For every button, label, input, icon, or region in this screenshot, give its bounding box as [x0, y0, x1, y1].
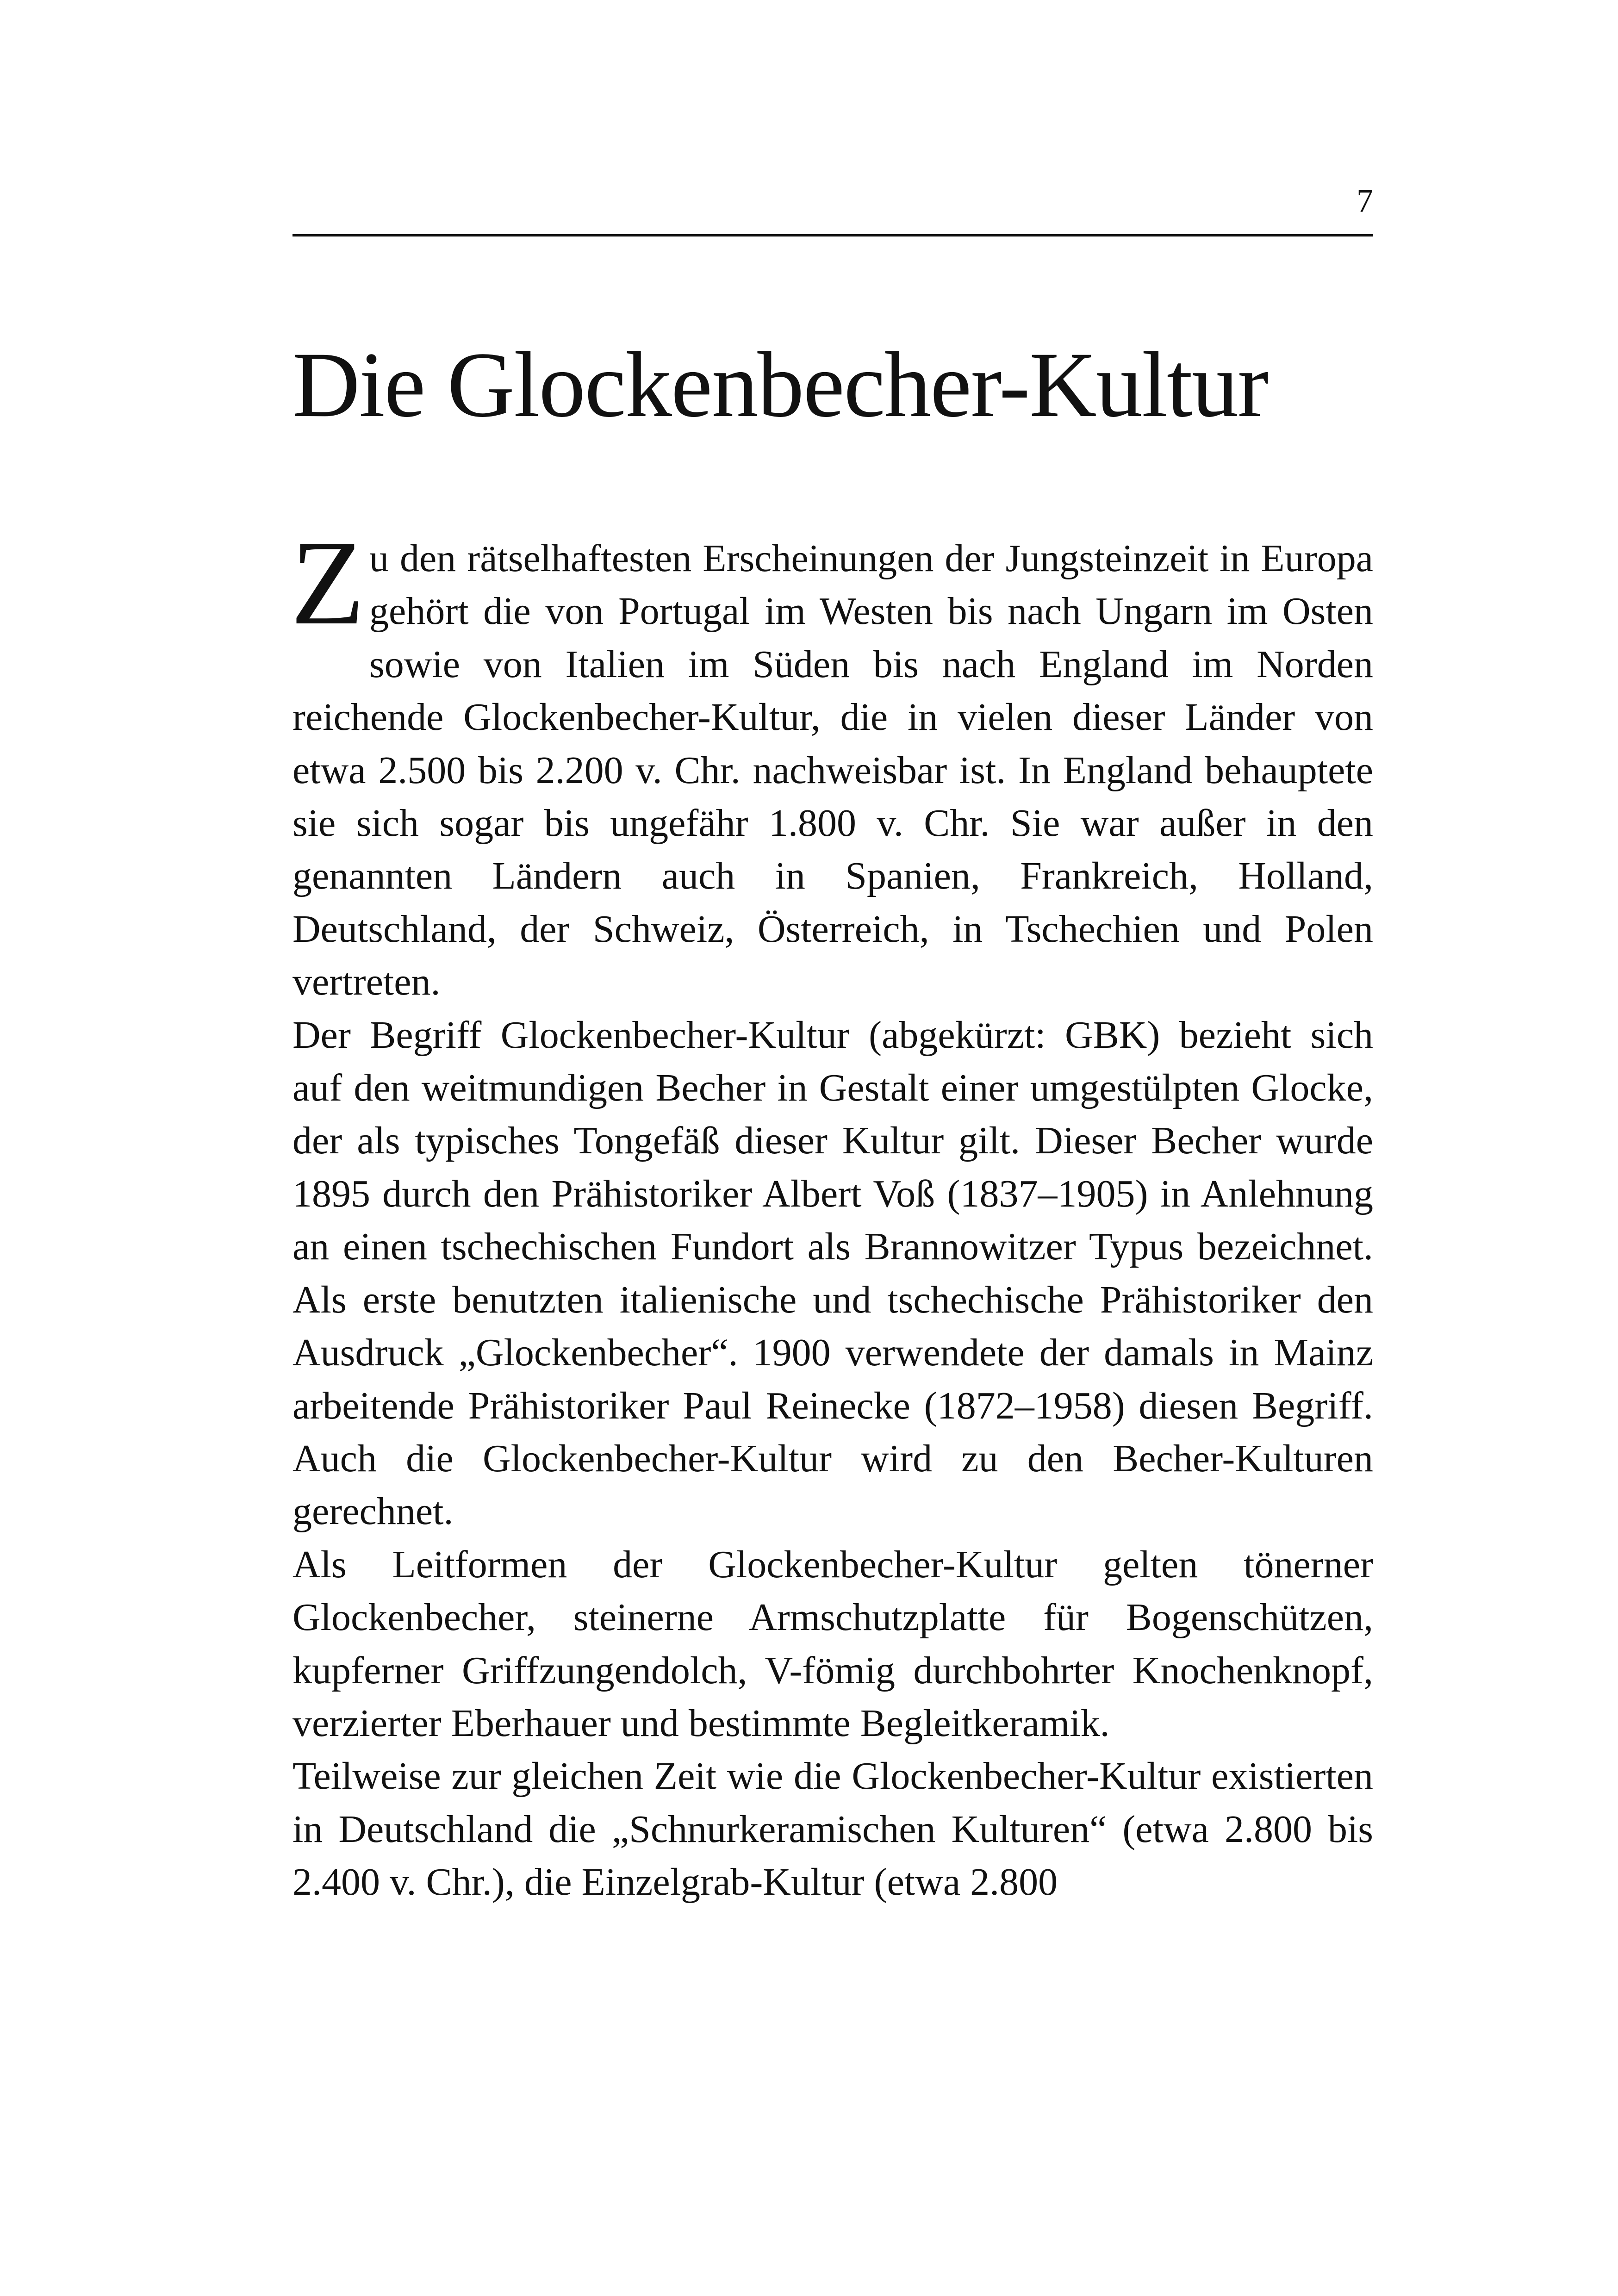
- paragraph-3: Als Leitformen der Glockenbecher-Kultur gelten tönerner Glockenbecher, steinerne Armschutzplatte für Bogenschützen, kupferner Griffzungendolch, V-fömig durchbohrter Knochenknopf, verzierter Eberhauer und bestimmte Begleitkeramik.: [292, 1543, 1373, 1745]
- paragraph-4: Teilweise zur gleichen Zeit wie die Glockenbecher-Kultur existierten in Deutschland die „Schnurkeramischen Kulturen“ (etwa 2.800 bis 2.400 v. Chr.), die Einzelgrab-Kultur (etwa 2.800: [292, 1755, 1373, 1904]
- paragraph-1: [291, 516, 1373, 1009]
- chapter-title: Die Glockenbecher-Kultur: [292, 333, 1268, 436]
- paragraph-2: Der Begriff Glockenbecher-Kultur (abgekürzt: GBK) bezieht sich auf den weitmundigen Becher in Gestalt einer umgestülpten Glocke, der als typisches Tongefäß dieser Kultur gilt. Dieser Becher wurde 1895 durch den Prähistoriker Albert Voß (1837–1905) in Anlehnung an einen tschechischen Fundort als Brannowitzer Typus bezeichnet. Als erste benutzten italienische und tschechische Prähistoriker den Ausdruck „Glockenbecher“. 1900 verwendete der damals in Mainz arbeitende Prähistoriker Paul Reinecke (1872–1958) diesen Begriff. Auch die Glockenbecher-Kultur wird zu den Becher-Kulturen gerechnet.: [292, 1013, 1373, 1533]
- page-number: 7: [1357, 182, 1373, 219]
- body-text: [291, 516, 1373, 1909]
- drop-cap: Z: [291, 516, 365, 650]
- paragraph-1-text: u den rätselhaftesten Erscheinungen der Jungsteinzeit in Europa gehört die von Portugal im Westen bis nach Ungarn im Osten sowie von Italien im Süden bis nach England im Norden reichende Glockenbecher-Kultur, die in vielen dieser Länder von etwa 2.500 bis 2.200 v. Chr. nachweisbar ist. In England behauptete sie sich sogar bis ungefähr 1.800 v. Chr. Sie war außer in den genannten Ländern auch in Spanien, Frankreich, Holland, Deutschland, der Schweiz, Österreich, in Tschechien und Polen vertreten.: [292, 537, 1373, 1004]
- header-rule: [292, 234, 1373, 236]
